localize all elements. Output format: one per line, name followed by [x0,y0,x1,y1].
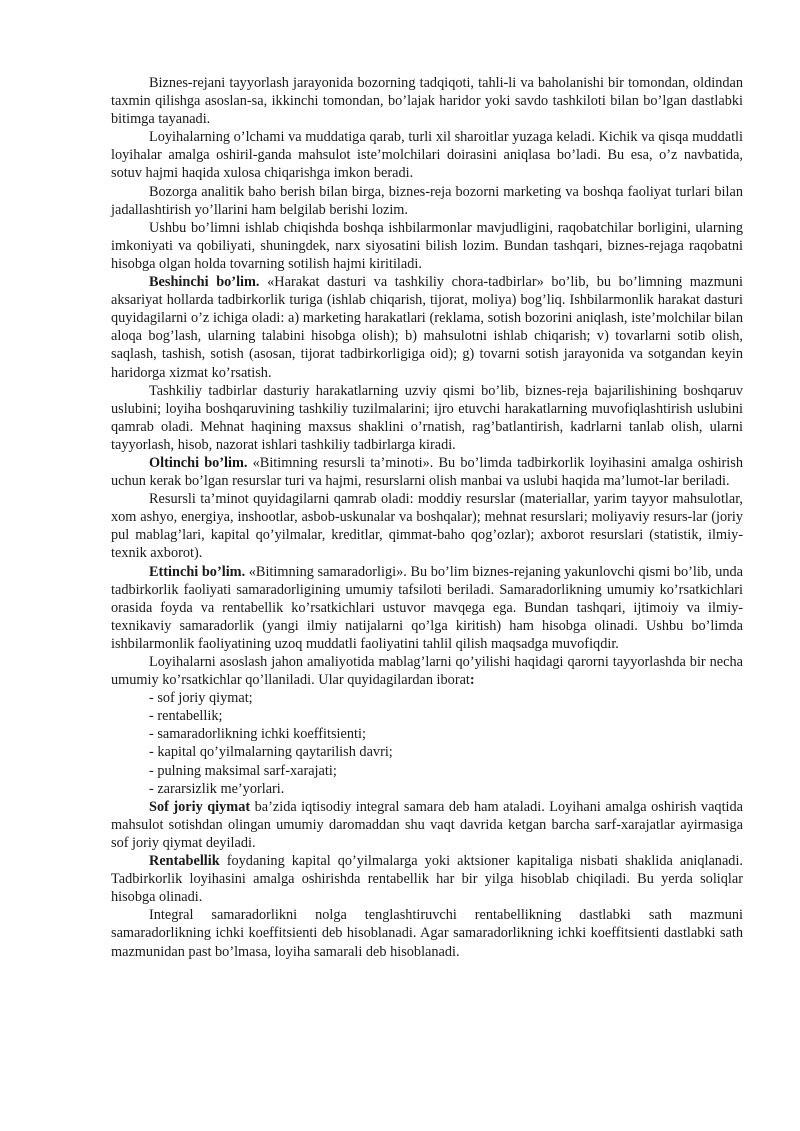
paragraph-text: Resursli ta’minot quyidagilarni qamrab oladi: moddiy resurslar (materiallar, yarim tayyor mahsulotlar, xom ashyo, energiya, inshootlar, asbob-uskunalar va boshqalar); mehnat resurslari; moliyaviy resurs-lar (joriy pul mablag’lari, kapital qo’yilmalar, kreditlar, qimmat-baho qog’ozlar); axborot resurslari (statistik, ilmiy-texnik axborot). [111,491,743,562]
paragraph-text: Ushbu bo’limni ishlab chiqishda boshqa ishbilarmonlar mavjudligini, raqobatchilar borligini, ularning imkoniyati va qobiliyati, shuningdek, narx siyosatini bilish lozim. Bundan tashqari, biznes-rejaga raqobatni hisobga olgan holda tovarning sotilish hajmi kiritiladi. [111,219,743,272]
profitability-paragraph [111,852,743,906]
section-heading: Ettinchi bo’lim. [149,563,246,580]
paragraph-text: Loyihalarning o’lchami va muddatiga qarab, turli xil sharoitlar yuzaga keladi. Kichik va qisqa muddatli loyihalar amalga oshiril-ganda mahsulot iste’molchilari doirasini aniqlasa bo’ladi. Bu esa, o’z navbatida, sotuv hajmi haqida xulosa chiqarishga imkon beradi. [111,129,743,182]
paragraph-text: ba’zida iqtisodiy integral samara deb ham ataladi. Loyihani amalga oshirish vaqtida mahsulot sotishdan olingan umumiy daromaddan shu vaqt davrida ketgan barcha sarf-xarajatlar ayirmasiga sof joriy qiymat deyiladi. [111,798,744,851]
paragraph-text: Bozorga analitik baho berish bilan birga, biznes-reja bozorni marketing va boshqa faoliyat turlari bilan jadallashtirish yo’llarini ham belgilab berishi lozim. [111,183,743,218]
list-item: - pulning maksimal sarf-xarajati; [149,762,337,779]
paragraph-colon: : [469,672,475,689]
paragraph-3 [111,183,743,219]
paragraph-text: Integral samaradorlikni nolga tenglashtiruvchi rentabellikning dastlabki sath mazmuni samaradorlikning ichki koeffitsienti deb hisoblanadi. Agar samaradorlikning ichki koeffitsienti dastlabki sath mazmunidan past bo’lmasa, loyiha samarali deb hisoblanadi. [111,907,743,960]
paragraph-2 [111,128,743,182]
section-6-paragraph [111,454,743,490]
paragraph-text: «Bitimning samaradorligi». Bu bo’lim biznes-rejaning yakunlovchi qismi bo’lib, unda tadbirkorlik faoliyati samaradorligining umumiy tafsiloti beriladi. Samaradorlikning umumiy ko’rsatkichlari orasida foyda va rentabellik ko’rsatkichlari ustuvor mavqega ega. Bundan tashqari, ijtimoiy va ilmiy-texnikaviy samaradorlik (yangi ilmiy natijalarni qo’lga kiritish) ham hisobga olinadi. Ushbu bo’limda ishbilarmonlik faoliyatining uzoq muddatli faoliyatini tahlil qilish maqsadga muvofiqdir. [111,563,743,652]
list-item: - rentabellik; [149,708,223,725]
internal-rate-paragraph [111,906,743,960]
paragraph-4 [111,219,743,273]
paragraph-text: foydaning kapital qo’yilmalarga yoki aktsioner kapitaliga nisbati shaklida aniqlanadi. Tadbirkorlik loyihasini amalga oshirishda rentabellik har bir yilga hisoblab chiqiladi. Bu yerda soliqlar hisobga olinadi. [111,853,743,906]
list-item: - samaradorlikning ichki koeffitsienti; [149,726,366,743]
section-7-paragraph [111,563,743,653]
section-heading: Oltinchi bo’lim. [149,454,248,471]
section-5-paragraph [111,273,743,382]
list-item: - zararsizlik me’yorlari. [149,780,285,797]
paragraph-text: Loyihalarni asoslash jahon amaliyotida mablag’larni qo’yilishi haqidagi qarorni tayyorlashda bir necha umumiy ko’rsatkichlar qo’llaniladi. Ular quyidagilardan iborat [111,654,743,689]
net-present-value-paragraph [111,798,743,852]
list-item: - sof joriy qiymat; [149,690,253,707]
indicator-list [111,689,743,798]
paragraph-6 [111,382,743,454]
section-heading: Beshinchi bo’lim. [149,274,260,291]
paragraph-text: «Bitimning resursli ta’minoti». Bu bo’limda tadbirkorlik loyihasini amalga oshirish uchun kerak bo’lgan resurslar turi va hajmi, resurslarni olish manbai va uslubi haqida ma’lumot-lar beriladi. [111,454,743,490]
term-heading: Sof joriy qiymat [149,798,251,815]
list-item: - kapital qo’yilmalarning qaytarilish davri; [149,744,393,761]
paragraph-text: Biznes-rejani tayyorlash jarayonida bozorning tadqiqoti, tahli-li va baholanishi bir tomondan, oldindan taxmin qilishga asoslan-sa, ikkinchi tomondan, bo’lajak haridor yoki savdo tashkiloti bilan bo’lgan dastlabki bitimga tayanadi. [111,75,743,128]
term-heading: Rentabellik [149,853,220,870]
paragraph-8 [111,490,743,562]
paragraph-1 [111,74,743,128]
paragraph-text: Tashkiliy tadbirlar dasturiy harakatlarning uzviy qismi bo’lib, biznes-reja bajarilishining boshqaruv uslubini; loyiha boshqaruvining tashkiliy tuzilmalarini; ijro etuvchi harakatlarning muvofiqlashtirish uslubini qamrab oladi. Mehnat haqining maxsus shaklini o’rnatish, rag’batlantirish, kadrlarni tanlab olish, ularni tayyorlash, hisob, nazorat ishlari tashkiliy tadbirlarga kiradi. [111,382,743,453]
paragraph-10 [111,653,743,689]
paragraph-text: «Harakat dasturi va tashkiliy chora-tadbirlar» bo’lib, bu bo’limning mazmuni aksariyat hollarda tadbirkorlik turiga (ishlab chiqarish, tijorat, moliya) bog’liq. Ishbilarmonlik harakat dasturi quyidagilarni o’z ichiga oladi: a) marketing harakatlari (reklama, sotish bozorini aniqlash, iste’molchilar bilan aloqa bog’lash, ularning talabini hisobga olish); b) mahsulotni ishlab chiqarish; v) tovarlarni sotib olish, saqlash, tashish, sotish (asosan, tijorat tadbirkorligiga oid); g) tovarni sotish jarayonida va sotgandan keyin haridorga xizmat ko’rsatish. [111,274,744,381]
